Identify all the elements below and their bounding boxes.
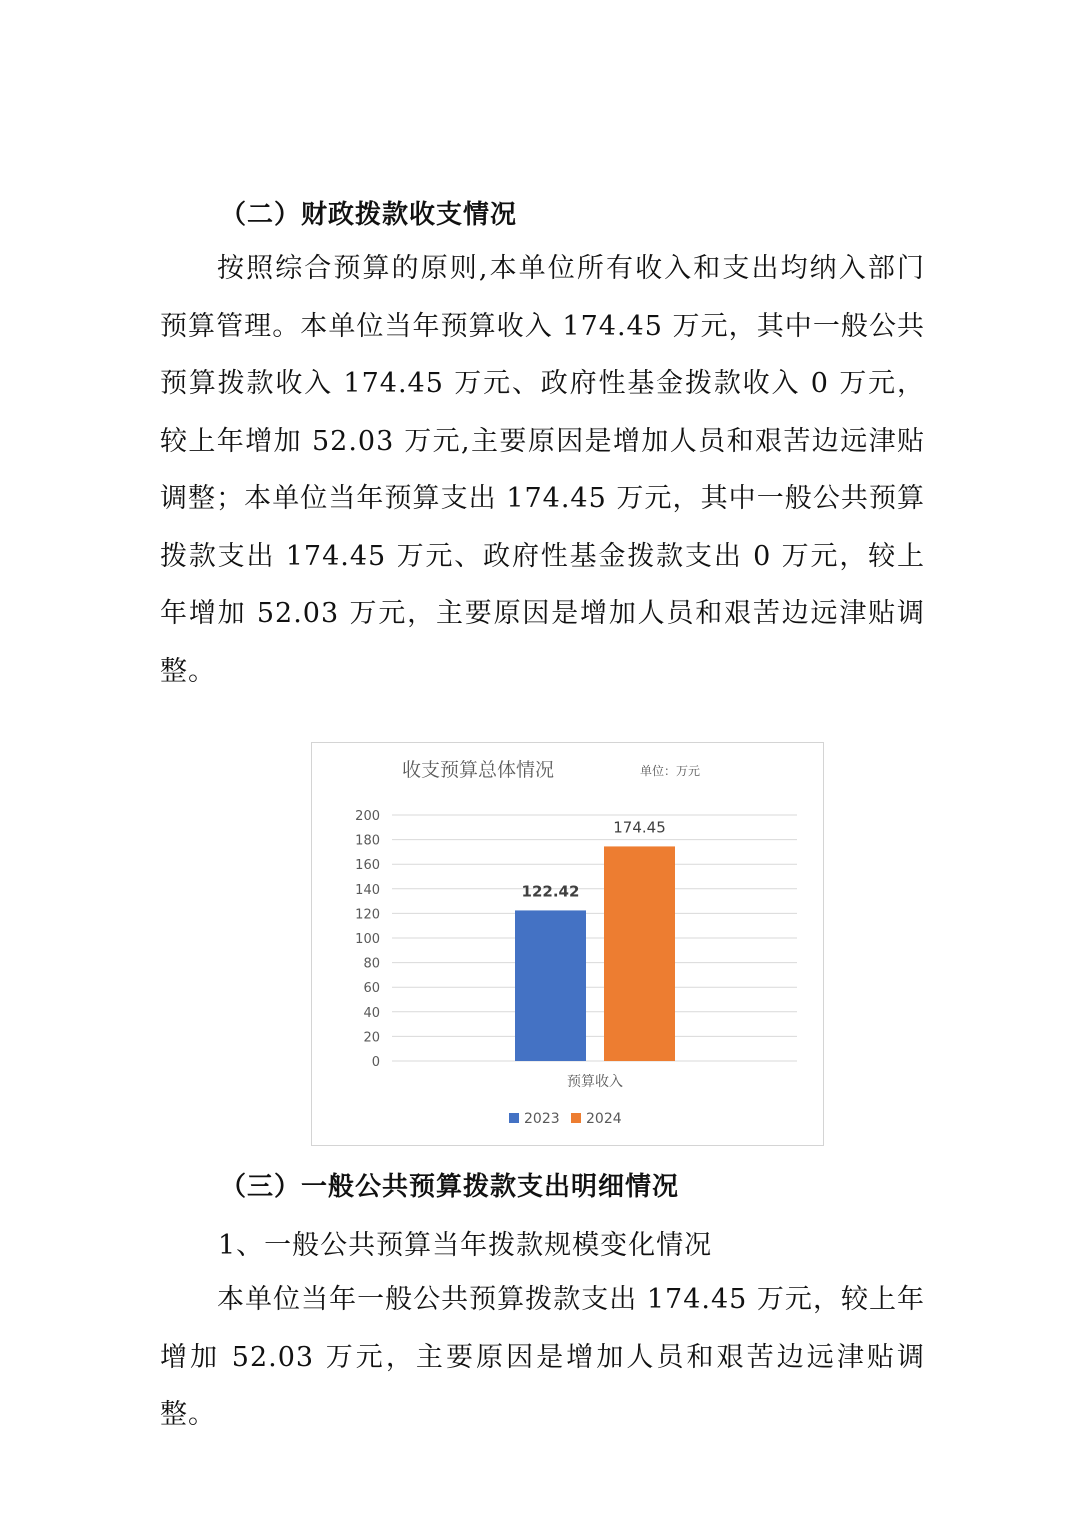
x-category-label: 预算收入: [567, 1074, 623, 1090]
y-tick-label: 20: [363, 1030, 380, 1046]
y-tick-label: 100: [355, 932, 380, 947]
legend-label-2023: 2023: [524, 1111, 560, 1127]
scale-change-paragraph: 本单位当年一般公共预算拨款支出 174.45 万元，较上年增加 52.03 万元，主要原因是增加人员和艰苦边远津贴调整。: [160, 1284, 925, 1430]
chart-y-axis-ticks: [355, 809, 380, 1070]
budget-overview-chart: [311, 742, 824, 1146]
y-tick-label: 140: [355, 882, 380, 898]
y-tick-label: 120: [355, 907, 380, 923]
y-tick-label: 160: [355, 858, 380, 874]
legend-swatch-2023: [509, 1113, 519, 1123]
legend-label-2024: 2024: [586, 1111, 622, 1127]
y-tick-label: 0: [371, 1055, 380, 1070]
y-tick-label: 40: [363, 1005, 380, 1021]
fiscal-allocation-paragraph: 按照综合预算的原则,本单位所有收入和支出均纳入部门预算管理。本单位当年预算收入 174.45 万元，其中一般公共预算拨款收入 174.45 万元、政府性基金拨款收入 0 万元，较上年增加 52.03 万元,主要原因是增加人员和艰苦边远津贴调整；本单位当年预算支出 174.45 万元，其中一般公共预算拨款支出 174.45 万元、政府性基金拨款支出 0 万元，较上年增加 52.03 万元，主要原因是增加人员和艰苦边远津贴调整。: [160, 253, 925, 687]
y-tick-label: 200: [355, 809, 380, 824]
bar-2024: [604, 846, 675, 1061]
chart-bars: [515, 846, 675, 1061]
chart-title: 收支预算总体情况: [402, 759, 555, 781]
y-tick-label: 60: [363, 981, 380, 997]
section-heading-fiscal-allocation: （二）财政拨款收支情况: [220, 200, 518, 230]
section-heading-general-budget-detail: （三）一般公共预算拨款支出明细情况: [220, 1172, 680, 1202]
data-label-2024: 174.45: [613, 818, 666, 837]
chart-unit-note: 单位：万元: [640, 764, 701, 778]
legend-swatch-2024: [571, 1113, 581, 1123]
data-label-2023: 122.42: [521, 882, 580, 901]
chart-legend: [509, 1111, 622, 1127]
y-tick-label: 80: [363, 956, 380, 972]
y-tick-label: 180: [355, 833, 380, 849]
subsection-title-scale-change: 1、一般公共预算当年拨款规模变化情况: [218, 1230, 713, 1261]
chart-canvas: [312, 743, 823, 1145]
bar-2023: [515, 910, 586, 1061]
chart-gridlines: [392, 815, 797, 1061]
